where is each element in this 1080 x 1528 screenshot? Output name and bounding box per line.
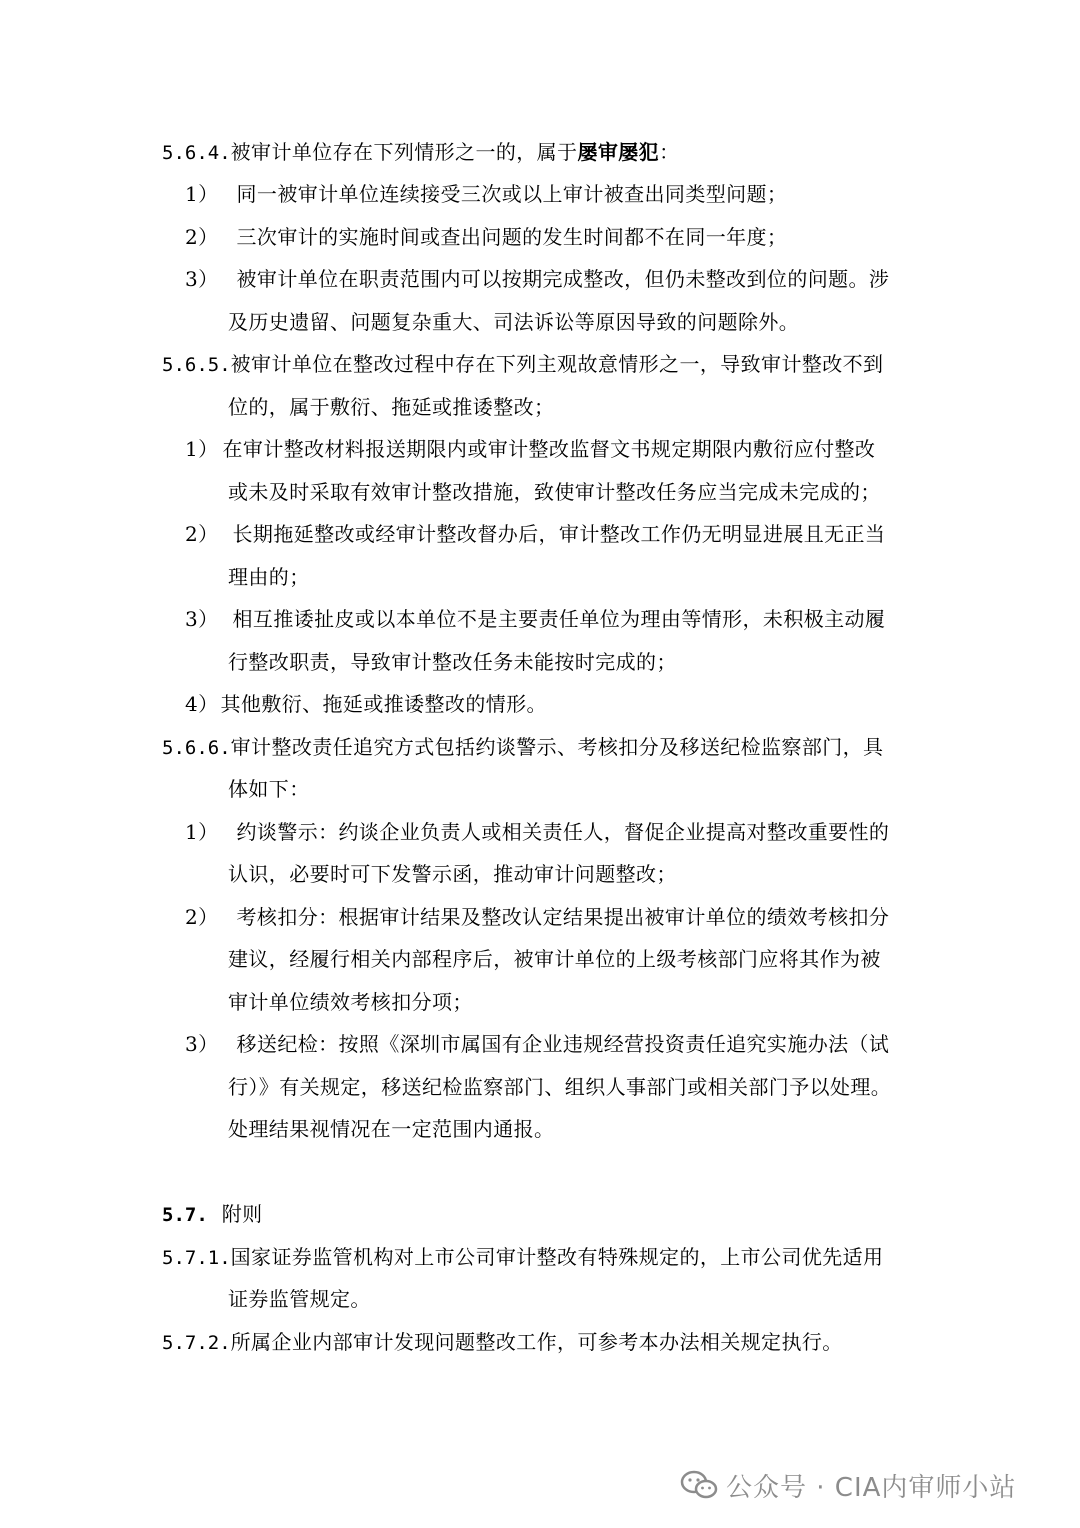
item-text: 考核扣分：根据审计结果及整改认定结果提出被审计单位的绩效考核扣分 [236, 905, 890, 929]
item-number: 3） [185, 267, 219, 291]
clause-number: 5.6.5. [162, 354, 231, 376]
clause-number: 5.6.4. [162, 142, 231, 164]
item-number: 1） [185, 437, 219, 461]
list-item [185, 436, 875, 462]
clause-text: 被审计单位存在下列情形之一的，属于 [230, 140, 578, 164]
clause-number: 5.7.1. [162, 1247, 231, 1269]
watermark [680, 1465, 1016, 1505]
clause-continuation: 体如下： [228, 777, 310, 801]
list-item [185, 181, 787, 207]
clause-number: 5.7.2. [162, 1332, 231, 1354]
item-continuation: 行）》有关规定，移送纪检监察部门、组织人事部门或相关部门予以处理。 [228, 1075, 892, 1099]
item-text: 移送纪检：按照《深圳市属国有企业违规经营投资责任追究实施办法（试 [236, 1032, 890, 1056]
clause-continuation: 证券监管规定。 [228, 1287, 371, 1311]
item-text: 相互推诿扯皮或以本单位不是主要责任单位为理由等情形，未积极主动履 [232, 607, 886, 631]
item-number: 1） [185, 182, 219, 206]
clause-text: 国家证券监管机构对上市公司审计整改有特殊规定的，上市公司优先适用 [230, 1245, 884, 1269]
clause-5-6-4 [162, 139, 679, 166]
item-continuation: 认识，必要时可下发警示函，推动审计问题整改； [228, 862, 677, 886]
list-item [185, 521, 885, 547]
item-continuation: 及历史遗留、问题复杂重大、司法诉讼等原因导致的问题除外。 [228, 310, 800, 334]
item-text: 被审计单位在职责范围内可以按期完成整改，但仍未整改到位的问题。涉 [236, 267, 890, 291]
section-number: 5.7. [162, 1204, 208, 1226]
clause-number: 5.6.6. [162, 737, 231, 759]
list-item [185, 819, 889, 845]
item-continuation: 建议，经履行相关内部程序后，被审计单位的上级考核部门应将其作为被 [228, 947, 881, 971]
clause-5-6-6 [162, 734, 883, 761]
item-text: 长期拖延整改或经审计整改督办后，审计整改工作仍无明显进展且无正当 [232, 522, 886, 546]
item-number: 2） [185, 225, 219, 249]
clause-5-7-2 [162, 1329, 843, 1356]
clause-5-7-1 [162, 1244, 883, 1271]
item-text: 同一被审计单位连续接受三次或以上审计被查出同类型问题； [236, 182, 788, 206]
list-item [185, 224, 787, 250]
clause-bold-term: 屡审屡犯 [577, 140, 660, 164]
list-item [185, 266, 889, 292]
section-title: 附则 [221, 1202, 263, 1226]
section-5-7-heading [162, 1201, 263, 1228]
clause-text: 所属企业内部审计发现问题整改工作，可参考本办法相关规定执行。 [230, 1330, 843, 1354]
clause-end: ： [659, 140, 680, 164]
list-item [185, 606, 885, 632]
item-text: 在审计整改材料报送期限内或审计整改监督文书规定期限内敷衍应付整改 [222, 437, 876, 461]
item-text: 其他敷衍、拖延或推诿整改的情形。 [220, 692, 547, 716]
clause-text: 被审计单位在整改过程中存在下列主观故意情形之一，导致审计整改不到 [230, 352, 884, 376]
clause-5-6-5 [162, 351, 883, 378]
item-continuation: 行整改职责，导致审计整改任务未能按时完成的； [228, 650, 677, 674]
clause-text: 审计整改责任追究方式包括约谈警示、考核扣分及移送纪检监察部门，具 [230, 735, 884, 759]
wechat-icon [680, 1469, 718, 1501]
item-number: 4） [185, 692, 219, 716]
item-number: 2） [185, 522, 219, 546]
item-text: 约谈警示：约谈企业负责人或相关责任人，督促企业提高对整改重要性的 [236, 820, 890, 844]
list-item [185, 1031, 889, 1057]
item-number: 1） [185, 820, 219, 844]
watermark-text: 公众号 · CIA内审师小站 [726, 1472, 1017, 1503]
item-continuation: 或未及时采取有效审计整改措施，致使审计整改任务应当完成未完成的； [228, 480, 881, 504]
list-item [185, 904, 889, 930]
item-continuation: 处理结果视情况在一定范围内通报。 [228, 1117, 555, 1141]
item-number: 3） [185, 607, 219, 631]
item-number: 3） [185, 1032, 219, 1056]
item-continuation: 理由的； [228, 565, 310, 589]
item-continuation: 审计单位绩效考核扣分项； [228, 990, 473, 1014]
item-text: 三次审计的实施时间或查出问题的发生时间都不在同一年度； [236, 225, 788, 249]
clause-continuation: 位的，属于敷衍、拖延或推诿整改； [228, 395, 555, 419]
list-item [185, 691, 547, 717]
item-number: 2） [185, 905, 219, 929]
